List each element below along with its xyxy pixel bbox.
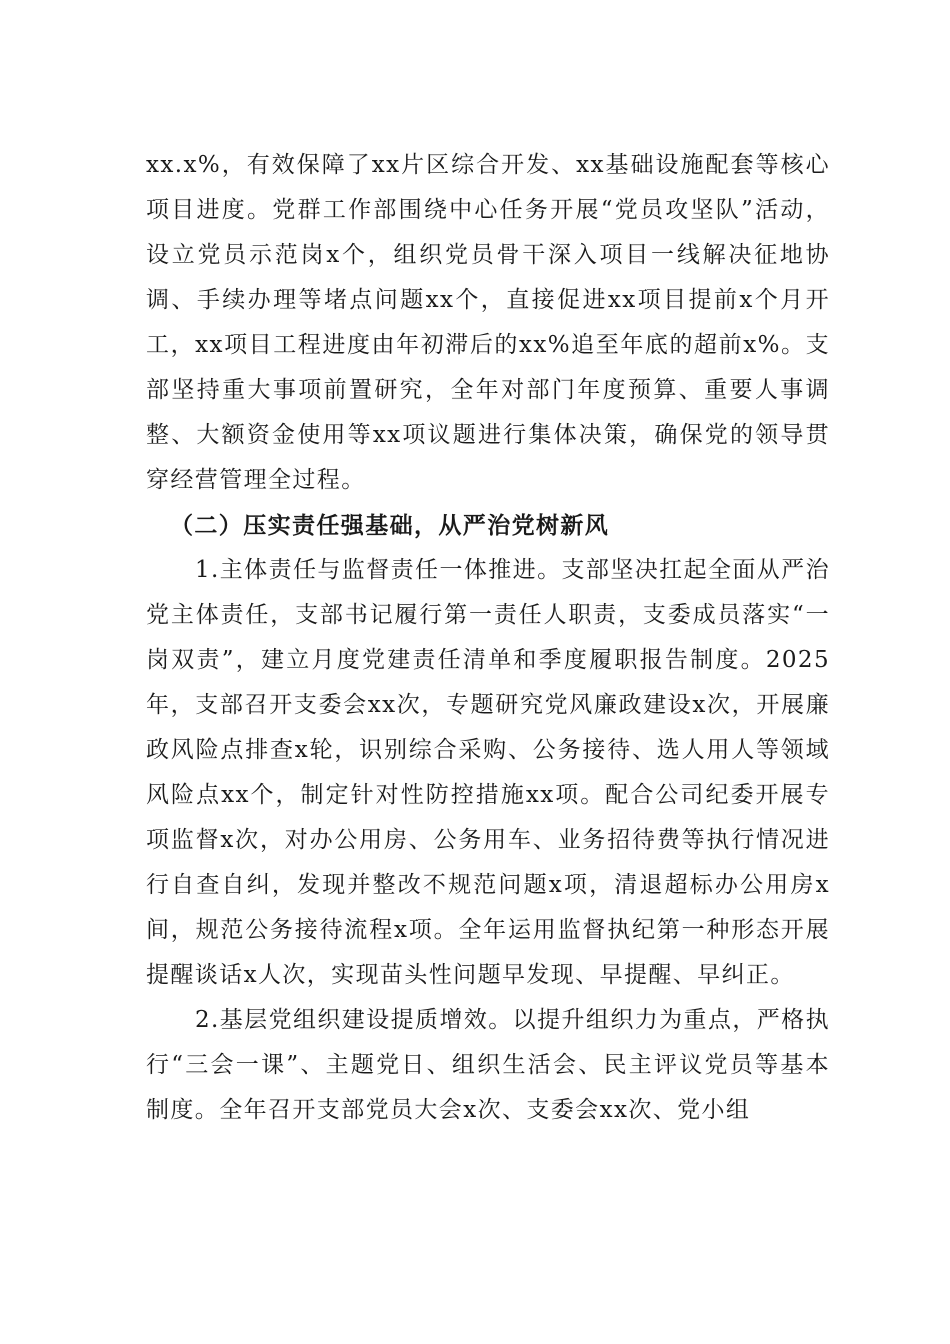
paragraph-project-progress: xx.x%，有效保障了xx片区综合开发、xx基础设施配套等核心项目进度。党群工作部围绕中心任务开展“党员攻坚队”活动，设立党员示范岗x个，组织党员骨干深入项目一线解决征地协调、手续办理等堵点问题xx个，直接促进xx项目提前x个月开工，xx项目工程进度由年初滞后的xx%追至年底的超前x%。支部坚持重大事项前置研究，全年对部门年度预算、重要人事调整、大额资金使用等xx项议题进行集体决策，确保党的领导贯穿经营管理全过程。 [146,152,830,493]
document-body [146,143,830,1133]
section-heading-responsibility: （二）压实责任强基础，从严治党树新风 [170,512,610,539]
paragraph-main-responsibility: 1.主体责任与监督责任一体推进。支部坚决扛起全面从严治党主体责任，支部书记履行第一责任人职责，支委成员落实“一岗双责”，建立月度党建责任清单和季度履职报告制度。2025年，支部召开支委会xx次，专题研究党风廉政建设x次，开展廉政风险点排查x轮，识别综合采购、公务接待、选人用人等领域风险点xx个，制定针对性防控措施xx项。配合公司纪委开展专项监督x次，对办公用房、公务用车、业务招待费等执行情况进行自查自纠，发现并整改不规范问题x项，清退超标办公用房x间，规范公务接待流程x项。全年运用监督执纪第一种形态开展提醒谈话x人次，实现苗头性问题早发现、早提醒、早纠正。 [146,557,830,988]
paragraph-grassroots-organization: 2.基层党组织建设提质增效。以提升组织力为重点，严格执行“三会一课”、主题党日、组织生活会、民主评议党员等基本制度。全年召开支部党员大会x次、支委会xx次、党小组 [146,1007,830,1123]
